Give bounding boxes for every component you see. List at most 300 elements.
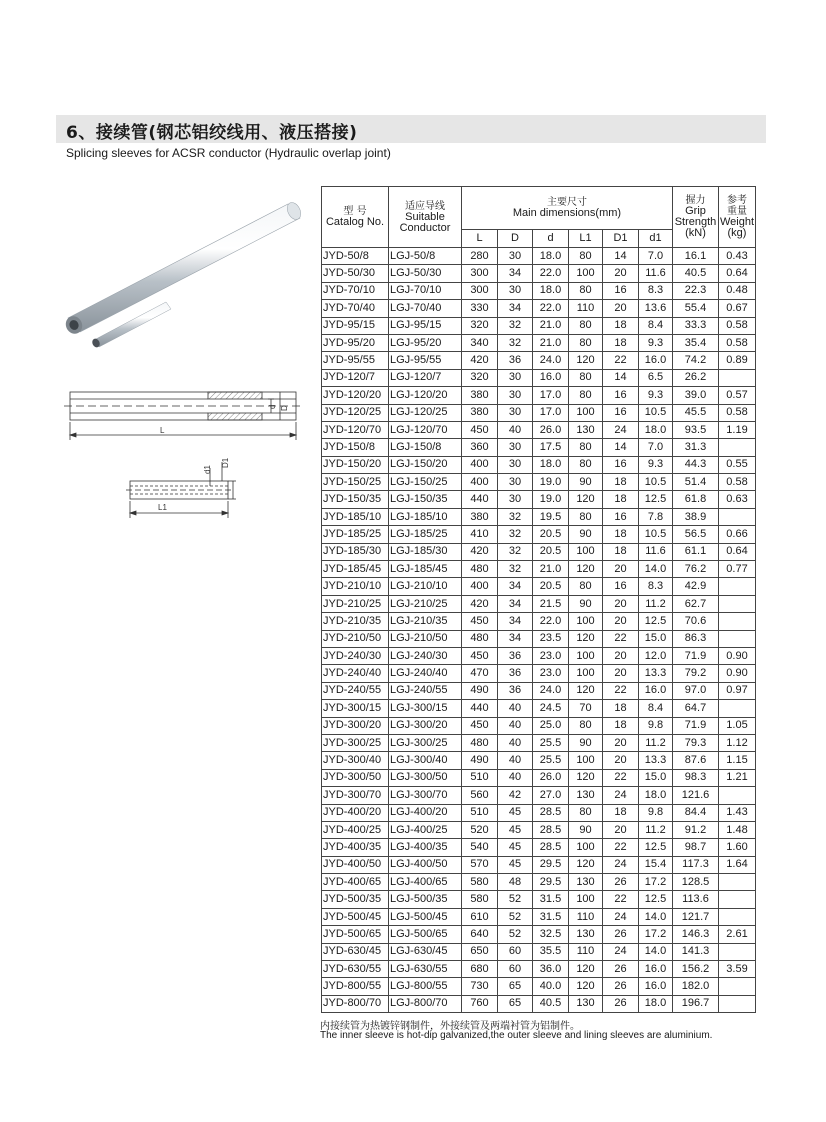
table-row: [322, 300, 756, 317]
header-weight: 参考 重量 Weight (kg): [719, 187, 756, 248]
table-cell: JYD-185/45: [322, 561, 389, 578]
table-row: [322, 578, 756, 595]
table-cell: 18: [603, 474, 639, 491]
table-cell: LGJ-185/25: [389, 526, 462, 543]
table-row: [322, 717, 756, 734]
table-cell: 0.55: [719, 456, 756, 473]
table-cell: LGJ-70/10: [389, 282, 462, 299]
table-cell: 1.12: [719, 734, 756, 751]
table-cell: 156.2: [673, 961, 719, 978]
table-cell: JYD-185/25: [322, 526, 389, 543]
table-cell: JYD-150/25: [322, 474, 389, 491]
table-cell: 20: [603, 265, 639, 282]
table-cell: 12.5: [639, 891, 673, 908]
table-cell: 17.2: [639, 874, 673, 891]
table-cell: 146.3: [673, 926, 719, 943]
table-cell: 71.9: [673, 647, 719, 664]
table-row: [322, 561, 756, 578]
table-cell: 120: [569, 769, 603, 786]
table-cell: 25.0: [533, 717, 569, 734]
table-cell: 120: [569, 682, 603, 699]
table-cell: 24.5: [533, 700, 569, 717]
table-cell: JYD-300/15: [322, 700, 389, 717]
table-cell: LGJ-210/50: [389, 630, 462, 647]
table-cell: LGJ-50/30: [389, 265, 462, 282]
table-cell: 23.0: [533, 647, 569, 664]
table-cell: 9.8: [639, 804, 673, 821]
table-cell: LGJ-120/25: [389, 404, 462, 421]
table-cell: [719, 978, 756, 995]
table-row: [322, 543, 756, 560]
table-cell: 18: [603, 543, 639, 560]
table-cell: 20: [603, 561, 639, 578]
table-row: [322, 821, 756, 838]
table-cell: 320: [462, 369, 498, 386]
table-cell: 55.4: [673, 300, 719, 317]
table-cell: 60: [498, 961, 533, 978]
table-cell: 30: [498, 404, 533, 421]
table-cell: 18: [603, 334, 639, 351]
table-cell: 40: [498, 421, 533, 438]
table-cell: 30: [498, 248, 533, 265]
table-cell: 19.0: [533, 474, 569, 491]
table-row: [322, 474, 756, 491]
header-d: d: [533, 229, 569, 247]
table-cell: 14.0: [639, 561, 673, 578]
table-cell: 13.6: [639, 300, 673, 317]
table-cell: 196.7: [673, 995, 719, 1012]
table-cell: 120: [569, 630, 603, 647]
table-row: [322, 647, 756, 664]
table-cell: JYD-400/65: [322, 874, 389, 891]
table-row: [322, 282, 756, 299]
table-row: [322, 334, 756, 351]
table-cell: 400: [462, 456, 498, 473]
table-cell: 280: [462, 248, 498, 265]
table-cell: [719, 700, 756, 717]
table-row: [322, 439, 756, 456]
table-cell: LGJ-95/20: [389, 334, 462, 351]
table-cell: 24: [603, 421, 639, 438]
table-cell: 64.7: [673, 700, 719, 717]
table-cell: 30: [498, 387, 533, 404]
table-cell: 420: [462, 352, 498, 369]
table-cell: 65: [498, 978, 533, 995]
table-cell: 45: [498, 804, 533, 821]
table-cell: 26: [603, 978, 639, 995]
table-cell: LGJ-240/55: [389, 682, 462, 699]
table-row: [322, 700, 756, 717]
table-cell: 45: [498, 839, 533, 856]
table-cell: LGJ-185/30: [389, 543, 462, 560]
table-cell: JYD-800/70: [322, 995, 389, 1012]
table-cell: LGJ-630/45: [389, 943, 462, 960]
table-cell: 34: [498, 578, 533, 595]
table-cell: 100: [569, 265, 603, 282]
table-cell: 540: [462, 839, 498, 856]
header-catalog: 型 号 Catalog No.: [322, 187, 389, 248]
table-cell: 0.64: [719, 543, 756, 560]
table-cell: 100: [569, 891, 603, 908]
table-cell: [719, 995, 756, 1012]
table-cell: 18: [603, 317, 639, 334]
table-cell: 760: [462, 995, 498, 1012]
table-cell: 31.5: [533, 908, 569, 925]
table-cell: 100: [569, 665, 603, 682]
table-cell: 130: [569, 995, 603, 1012]
table-cell: 28.5: [533, 839, 569, 856]
table-cell: 490: [462, 752, 498, 769]
table-cell: JYD-800/55: [322, 978, 389, 995]
table-cell: JYD-300/70: [322, 787, 389, 804]
table-cell: JYD-630/45: [322, 943, 389, 960]
table-cell: 90: [569, 474, 603, 491]
table-cell: 11.6: [639, 543, 673, 560]
table-cell: JYD-400/20: [322, 804, 389, 821]
label-L1: L1: [158, 503, 167, 512]
table-cell: LGJ-150/25: [389, 474, 462, 491]
table-cell: 580: [462, 874, 498, 891]
table-cell: JYD-185/10: [322, 508, 389, 525]
table-cell: 24: [603, 908, 639, 925]
table-cell: 7.0: [639, 439, 673, 456]
table-cell: 65: [498, 995, 533, 1012]
table-row: [322, 508, 756, 525]
table-cell: JYD-300/25: [322, 734, 389, 751]
table-cell: 16.0: [639, 978, 673, 995]
table-cell: LGJ-300/50: [389, 769, 462, 786]
table-cell: JYD-70/10: [322, 282, 389, 299]
table-cell: 26.2: [673, 369, 719, 386]
table-cell: 40: [498, 734, 533, 751]
table-cell: 40: [498, 700, 533, 717]
table-cell: 45: [498, 821, 533, 838]
table-cell: 24.0: [533, 682, 569, 699]
table-cell: 86.3: [673, 630, 719, 647]
table-cell: 26.0: [533, 769, 569, 786]
table-cell: 45.5: [673, 404, 719, 421]
table-cell: 100: [569, 543, 603, 560]
table-cell: 400: [462, 474, 498, 491]
table-cell: 30: [498, 439, 533, 456]
table-cell: 650: [462, 943, 498, 960]
table-cell: 16: [603, 282, 639, 299]
table-cell: 21.0: [533, 334, 569, 351]
table-row: [322, 613, 756, 630]
table-row: [322, 943, 756, 960]
table-cell: 36: [498, 665, 533, 682]
table-cell: JYD-300/50: [322, 769, 389, 786]
table-cell: 16: [603, 404, 639, 421]
table-cell: 52: [498, 908, 533, 925]
table-cell: 20: [603, 665, 639, 682]
table-cell: 33.3: [673, 317, 719, 334]
table-cell: 19.0: [533, 491, 569, 508]
table-cell: 21.0: [533, 317, 569, 334]
table-cell: JYD-500/35: [322, 891, 389, 908]
table-cell: [719, 943, 756, 960]
table-cell: 30: [498, 282, 533, 299]
table-cell: 450: [462, 647, 498, 664]
table-cell: 100: [569, 647, 603, 664]
table-cell: 120: [569, 491, 603, 508]
table-cell: 9.3: [639, 334, 673, 351]
table-cell: 24: [603, 856, 639, 873]
table-row: [322, 787, 756, 804]
table-cell: 18.0: [639, 787, 673, 804]
table-cell: 0.67: [719, 300, 756, 317]
table-cell: 11.2: [639, 734, 673, 751]
table-cell: 36: [498, 647, 533, 664]
table-cell: JYD-150/8: [322, 439, 389, 456]
table-cell: 36: [498, 352, 533, 369]
table-row: [322, 926, 756, 943]
table-cell: JYD-50/8: [322, 248, 389, 265]
table-cell: LGJ-210/25: [389, 595, 462, 612]
table-cell: 30: [498, 491, 533, 508]
table-cell: 34: [498, 265, 533, 282]
table-cell: 32: [498, 561, 533, 578]
table-row: [322, 456, 756, 473]
table-cell: LGJ-400/65: [389, 874, 462, 891]
table-cell: 300: [462, 282, 498, 299]
table-row: [322, 839, 756, 856]
table-cell: LGJ-300/25: [389, 734, 462, 751]
table-cell: 610: [462, 908, 498, 925]
table-cell: 100: [569, 404, 603, 421]
table-cell: JYD-120/25: [322, 404, 389, 421]
table-cell: LGJ-150/8: [389, 439, 462, 456]
table-cell: 80: [569, 804, 603, 821]
table-cell: 16: [603, 578, 639, 595]
table-row: [322, 369, 756, 386]
table-cell: 80: [569, 334, 603, 351]
table-row: [322, 874, 756, 891]
table-cell: 560: [462, 787, 498, 804]
table-cell: 32: [498, 317, 533, 334]
table-cell: 380: [462, 508, 498, 525]
table-cell: 90: [569, 595, 603, 612]
table-cell: 32.5: [533, 926, 569, 943]
table-cell: 730: [462, 978, 498, 995]
table-cell: 80: [569, 248, 603, 265]
table-cell: 32: [498, 334, 533, 351]
table-cell: 26.0: [533, 421, 569, 438]
table-cell: 8.4: [639, 317, 673, 334]
table-cell: 34: [498, 613, 533, 630]
table-cell: 100: [569, 613, 603, 630]
table-cell: 14: [603, 248, 639, 265]
table-cell: 10.5: [639, 526, 673, 543]
table-cell: 1.05: [719, 717, 756, 734]
table-cell: 45: [498, 856, 533, 873]
table-cell: 100: [569, 752, 603, 769]
table-cell: LGJ-95/55: [389, 352, 462, 369]
table-cell: 7.0: [639, 248, 673, 265]
table-row: [322, 421, 756, 438]
table-cell: 1.15: [719, 752, 756, 769]
table-cell: 510: [462, 769, 498, 786]
table-cell: 12.5: [639, 613, 673, 630]
table-cell: 420: [462, 595, 498, 612]
table-cell: JYD-185/30: [322, 543, 389, 560]
table-cell: JYD-150/20: [322, 456, 389, 473]
table-cell: 0.58: [719, 474, 756, 491]
label-D1: D1: [221, 457, 230, 468]
table-cell: 79.3: [673, 734, 719, 751]
table-cell: LGJ-120/7: [389, 369, 462, 386]
table-cell: 22: [603, 769, 639, 786]
table-cell: 130: [569, 874, 603, 891]
table-cell: 420: [462, 543, 498, 560]
table-cell: 1.19: [719, 421, 756, 438]
table-cell: 0.58: [719, 317, 756, 334]
header-conductor: 适应导线 Suitable Conductor: [389, 187, 462, 248]
table-cell: 18.0: [533, 248, 569, 265]
table-cell: 2.61: [719, 926, 756, 943]
table-cell: 20: [603, 595, 639, 612]
table-cell: 23.0: [533, 665, 569, 682]
table-cell: 40: [498, 752, 533, 769]
table-cell: LGJ-240/40: [389, 665, 462, 682]
table-cell: JYD-210/10: [322, 578, 389, 595]
table-cell: 11.2: [639, 821, 673, 838]
table-cell: 110: [569, 943, 603, 960]
table-cell: 450: [462, 717, 498, 734]
table-cell: 130: [569, 926, 603, 943]
table-row: [322, 665, 756, 682]
table-cell: [719, 891, 756, 908]
label-d: d: [268, 404, 277, 409]
table-cell: 26: [603, 961, 639, 978]
table-cell: JYD-300/40: [322, 752, 389, 769]
table-cell: 26: [603, 874, 639, 891]
table-cell: 26: [603, 995, 639, 1012]
table-cell: 20.5: [533, 526, 569, 543]
table-cell: 80: [569, 508, 603, 525]
table-cell: 121.7: [673, 908, 719, 925]
table-cell: 1.60: [719, 839, 756, 856]
table-cell: 6.5: [639, 369, 673, 386]
table-cell: 22.0: [533, 613, 569, 630]
table-cell: 34: [498, 630, 533, 647]
table-cell: 15.0: [639, 769, 673, 786]
table-cell: JYD-70/40: [322, 300, 389, 317]
table-cell: 80: [569, 282, 603, 299]
table-cell: JYD-150/35: [322, 491, 389, 508]
table-cell: 80: [569, 439, 603, 456]
table-cell: JYD-210/35: [322, 613, 389, 630]
table-cell: 70: [569, 700, 603, 717]
table-cell: JYD-240/55: [322, 682, 389, 699]
table-cell: 20.5: [533, 578, 569, 595]
table-cell: 52: [498, 926, 533, 943]
table-cell: 16.0: [639, 682, 673, 699]
table-cell: JYD-400/35: [322, 839, 389, 856]
table-cell: 76.2: [673, 561, 719, 578]
table-cell: JYD-240/40: [322, 665, 389, 682]
table-cell: JYD-95/20: [322, 334, 389, 351]
table-row: [322, 352, 756, 369]
table-cell: [719, 369, 756, 386]
table-cell: 0.58: [719, 334, 756, 351]
table-cell: 0.58: [719, 404, 756, 421]
table-cell: 18: [603, 717, 639, 734]
table-cell: 52: [498, 891, 533, 908]
table-cell: LGJ-70/40: [389, 300, 462, 317]
table-row: [322, 978, 756, 995]
table-cell: [719, 578, 756, 595]
table-cell: 14: [603, 439, 639, 456]
table-cell: LGJ-500/35: [389, 891, 462, 908]
table-cell: LGJ-400/50: [389, 856, 462, 873]
table-cell: 1.64: [719, 856, 756, 873]
table-cell: 117.3: [673, 856, 719, 873]
table-cell: JYD-500/65: [322, 926, 389, 943]
table-cell: 480: [462, 561, 498, 578]
table-cell: 17.0: [533, 387, 569, 404]
table-cell: 44.3: [673, 456, 719, 473]
table-cell: [719, 908, 756, 925]
header-L: L: [462, 229, 498, 247]
table-cell: 34: [498, 300, 533, 317]
table-cell: JYD-400/25: [322, 821, 389, 838]
table-cell: 1.48: [719, 821, 756, 838]
table-cell: 31.5: [533, 891, 569, 908]
table-cell: 18.0: [639, 421, 673, 438]
table-cell: 0.64: [719, 265, 756, 282]
table-cell: 15.0: [639, 630, 673, 647]
table-cell: 40: [498, 769, 533, 786]
short-sleeve-drawing: [126, 462, 236, 518]
table-cell: 40.5: [533, 995, 569, 1012]
table-cell: 29.5: [533, 874, 569, 891]
table-cell: 20: [603, 300, 639, 317]
table-cell: 80: [569, 456, 603, 473]
header-D1: D1: [603, 229, 639, 247]
table-cell: JYD-210/50: [322, 630, 389, 647]
table-cell: 40.5: [673, 265, 719, 282]
table-cell: 8.3: [639, 282, 673, 299]
table-cell: JYD-500/45: [322, 908, 389, 925]
table-cell: 17.5: [533, 439, 569, 456]
table-cell: 14.0: [639, 908, 673, 925]
table-row: [322, 804, 756, 821]
table-row: [322, 404, 756, 421]
table-cell: 7.8: [639, 508, 673, 525]
table-cell: 9.8: [639, 717, 673, 734]
table-cell: 23.5: [533, 630, 569, 647]
table-cell: 11.6: [639, 265, 673, 282]
table-cell: 0.43: [719, 248, 756, 265]
table-cell: 38.9: [673, 508, 719, 525]
table-cell: 13.3: [639, 665, 673, 682]
table-cell: 680: [462, 961, 498, 978]
table-cell: 130: [569, 421, 603, 438]
section-title: 6、接续管(钢芯铝绞线用、液压搭接): [66, 123, 358, 143]
table-cell: 26: [603, 926, 639, 943]
section-subtitle: Splicing sleeves for ACSR conductor (Hydraulic overlap joint): [66, 146, 391, 160]
table-cell: LGJ-500/45: [389, 908, 462, 925]
table-cell: 141.3: [673, 943, 719, 960]
table-cell: 25.5: [533, 734, 569, 751]
table-cell: 74.2: [673, 352, 719, 369]
table-cell: 100: [569, 839, 603, 856]
table-row: [322, 891, 756, 908]
table-cell: 24: [603, 943, 639, 960]
table-cell: 110: [569, 908, 603, 925]
table-row: [322, 248, 756, 265]
